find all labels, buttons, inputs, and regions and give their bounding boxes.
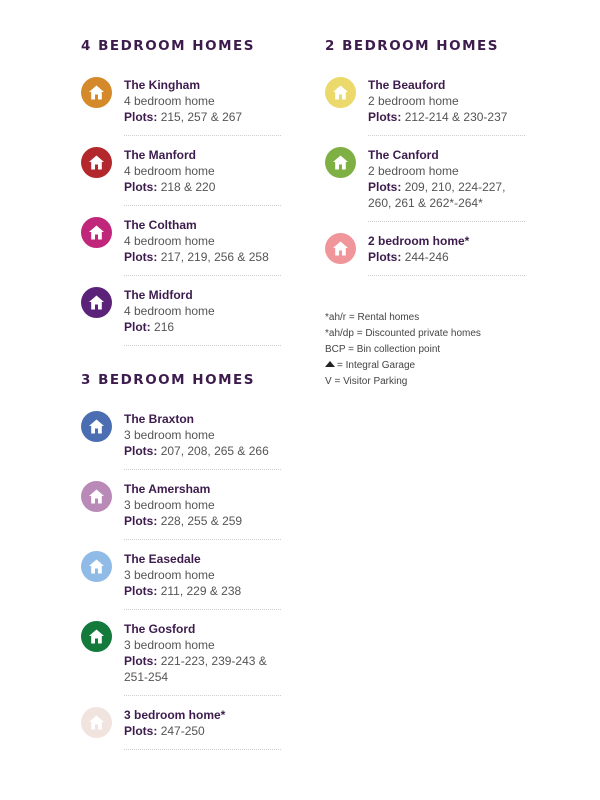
garage-triangle-icon	[325, 361, 335, 367]
home-type-text	[124, 481, 281, 540]
home-type-name: The Midford	[124, 288, 193, 302]
plots-value: 216	[154, 320, 175, 334]
plots-line	[124, 513, 281, 529]
home-type-name: The Canford	[368, 148, 439, 162]
plots-label: Plots:	[124, 180, 158, 194]
plots-label: Plots:	[124, 250, 158, 264]
plots-value: 209, 210, 224-227, 260, 261 & 262*-264*	[368, 180, 506, 210]
plots-label: Plots:	[124, 724, 158, 738]
home-type-name: The Gosford	[124, 622, 196, 636]
legend-notes	[325, 310, 525, 390]
home-type-description: 4 bedroom home	[124, 94, 215, 108]
home-type-text	[124, 287, 281, 346]
plots-value: 247-250	[160, 724, 205, 738]
right-column	[325, 38, 525, 390]
plots-value: 228, 255 & 259	[160, 514, 243, 528]
home-type-item	[325, 77, 525, 136]
plots-value: 217, 219, 256 & 258	[160, 250, 269, 264]
plots-value: 215, 257 & 267	[160, 110, 243, 124]
section-3-bedroom	[81, 372, 281, 750]
home-type-name: The Amersham	[124, 482, 211, 496]
house-icon	[81, 77, 112, 108]
plots-line	[124, 179, 281, 195]
home-type-text	[124, 707, 281, 750]
plots-label: Plots:	[368, 250, 402, 264]
plots-label: Plots:	[124, 584, 158, 598]
home-type-name: 2 bedroom home*	[368, 234, 470, 248]
plots-line	[124, 319, 281, 335]
home-type-item	[81, 411, 281, 470]
plots-label: Plots:	[124, 514, 158, 528]
plots-line	[124, 583, 281, 599]
plots-value: 221-223, 239-243 & 251-254	[124, 654, 267, 684]
home-type-text	[124, 621, 281, 696]
plots-line	[124, 109, 281, 125]
house-icon	[81, 481, 112, 512]
plots-line	[368, 109, 525, 125]
note-visitor-parking	[325, 374, 525, 390]
section-title-3-bedroom: 3 BEDROOM HOMES	[81, 372, 255, 388]
house-icon	[325, 147, 356, 178]
list-3-bedroom	[81, 411, 281, 750]
plots-value: 211, 229 & 238	[160, 584, 242, 598]
home-type-item	[325, 147, 525, 222]
house-icon	[325, 233, 356, 264]
plots-value: 207, 208, 265 & 266	[160, 444, 269, 458]
home-type-description: 4 bedroom home	[124, 164, 215, 178]
home-type-description: 3 bedroom home	[124, 638, 215, 652]
house-icon	[81, 411, 112, 442]
house-icon	[81, 621, 112, 652]
list-4-bedroom	[81, 77, 281, 346]
home-type-item	[81, 481, 281, 540]
plots-label: Plots:	[124, 444, 158, 458]
plots-label: Plots:	[368, 180, 402, 194]
house-icon	[81, 707, 112, 738]
home-type-name: The Manford	[124, 148, 196, 162]
home-type-name: The Beauford	[368, 78, 446, 92]
note-discounted	[325, 326, 525, 342]
plots-value: 218 & 220	[160, 180, 216, 194]
home-type-name: 3 bedroom home*	[124, 708, 226, 722]
plots-line	[124, 653, 281, 685]
home-type-description: 4 bedroom home	[124, 234, 215, 248]
plots-line	[124, 723, 281, 739]
home-type-item	[81, 217, 281, 276]
plots-line	[368, 179, 525, 211]
section-4-bedroom	[81, 38, 281, 346]
home-type-description: 3 bedroom home	[124, 498, 215, 512]
home-type-description: 3 bedroom home	[124, 428, 215, 442]
home-type-text	[124, 77, 281, 136]
home-type-item	[81, 707, 281, 750]
note-garage	[325, 358, 525, 374]
home-type-item	[325, 233, 525, 276]
home-type-description: 3 bedroom home	[124, 568, 215, 582]
home-type-description: 4 bedroom home	[124, 304, 215, 318]
plots-label: Plots:	[368, 110, 402, 124]
section-title-4-bedroom: 4 BEDROOM HOMES	[81, 38, 255, 54]
plots-line	[124, 249, 281, 265]
home-type-item	[81, 551, 281, 610]
home-type-text	[124, 217, 281, 276]
note-text: *ah/r = Rental homes	[325, 312, 420, 323]
plots-line	[124, 443, 281, 459]
home-type-item	[81, 147, 281, 206]
note-text: *ah/dp = Discounted private homes	[325, 328, 481, 339]
home-type-item	[81, 77, 281, 136]
home-type-text	[124, 411, 281, 470]
left-column	[81, 38, 281, 761]
home-type-text	[368, 147, 525, 222]
note-text: = Integral Garage	[337, 360, 416, 371]
note-rental	[325, 310, 525, 326]
house-icon	[81, 147, 112, 178]
section-title-2-bedroom: 2 BEDROOM HOMES	[325, 38, 499, 54]
plots-label: Plots:	[124, 110, 158, 124]
plots-value: 244-246	[404, 250, 449, 264]
home-type-text	[124, 551, 281, 610]
plots-label: Plot:	[124, 320, 151, 334]
home-type-name: The Easedale	[124, 552, 201, 566]
house-icon	[81, 551, 112, 582]
home-type-text	[368, 233, 525, 276]
home-type-name: The Kingham	[124, 78, 201, 92]
plots-line	[368, 249, 525, 265]
home-type-item	[81, 287, 281, 346]
plots-value: 212-214 & 230-237	[404, 110, 508, 124]
plots-label: Plots:	[124, 654, 158, 668]
list-2-bedroom	[325, 77, 525, 276]
home-type-text	[368, 77, 525, 136]
note-text: BCP = Bin collection point	[325, 344, 441, 355]
home-type-name: The Coltham	[124, 218, 197, 232]
home-type-description: 2 bedroom home	[368, 164, 459, 178]
home-type-item	[81, 621, 281, 696]
note-bcp	[325, 342, 525, 358]
home-type-description: 2 bedroom home	[368, 94, 459, 108]
home-type-text	[124, 147, 281, 206]
home-type-name: The Braxton	[124, 412, 195, 426]
house-icon	[81, 287, 112, 318]
section-2-bedroom	[325, 38, 525, 276]
note-text: V = Visitor Parking	[325, 376, 408, 387]
house-icon	[81, 217, 112, 248]
house-icon	[325, 77, 356, 108]
